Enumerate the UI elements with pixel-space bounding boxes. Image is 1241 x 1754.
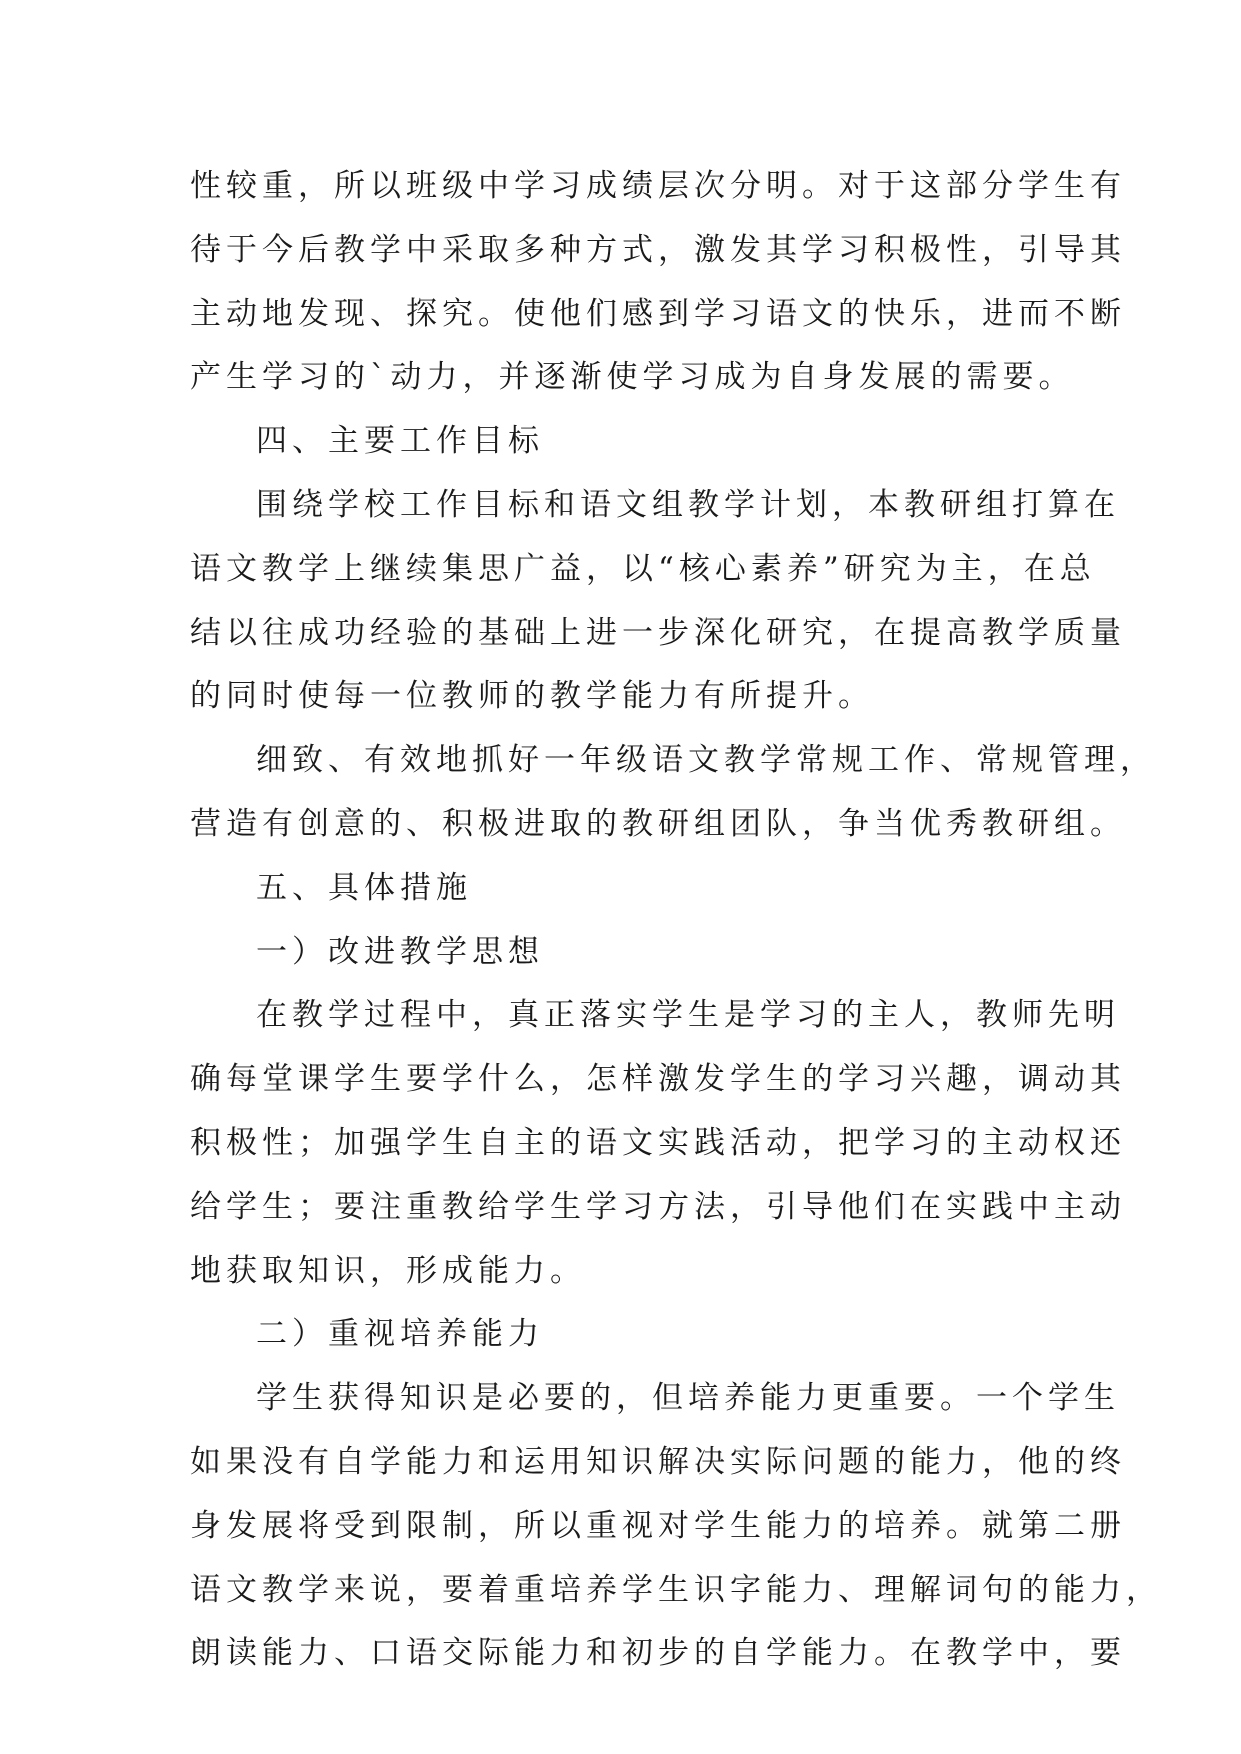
text-line: 语文教学上继续集思广益，以“核心素养”研究为主，在总	[190, 550, 1096, 587]
subsection-heading: 二）重视培养能力	[256, 1316, 544, 1353]
text-line: 朗读能力、口语交际能力和初步的自学能力。在教学中，要	[190, 1635, 1126, 1672]
text-line: 细致、有效地抓好一年级语文教学常规工作、常规管理，	[256, 742, 1156, 779]
text-line: 语文教学来说，要着重培养学生识字能力、理解词句的能力，	[190, 1571, 1162, 1608]
section-heading: 五、具体措施	[256, 869, 472, 906]
text-line: 身发展将受到限制，所以重视对学生能力的培养。就第二册	[190, 1507, 1126, 1544]
text-line: 学生获得知识是必要的，但培养能力更重要。一个学生	[256, 1380, 1120, 1417]
section-heading: 四、主要工作目标	[256, 423, 544, 460]
text-line: 结以往成功经验的基础上进一步深化研究，在提高教学质量	[190, 614, 1126, 651]
document-body	[190, 155, 1162, 1686]
text-line: 营造有创意的、积极进取的教研组团队，争当优秀教研组。	[190, 805, 1126, 842]
text-line: 地获取知识，形成能力。	[190, 1252, 586, 1289]
text-line: 积极性；加强学生自主的语文实践活动，把学习的主动权还	[190, 1124, 1126, 1161]
text-line: 给学生；要注重教给学生学习方法，引导他们在实践中主动	[190, 1188, 1126, 1225]
text-line: 如果没有自学能力和运用知识解决实际问题的能力，他的终	[190, 1443, 1126, 1480]
text-line: 在教学过程中，真正落实学生是学习的主人，教师先明	[256, 997, 1120, 1034]
text-line: 确每堂课学生要学什么，怎样激发学生的学习兴趣，调动其	[190, 1061, 1126, 1098]
subsection-heading: 一）改进教学思想	[256, 933, 544, 970]
text-line: 围绕学校工作目标和语文组教学计划，本教研组打算在	[256, 486, 1120, 523]
text-line: 待于今后教学中采取多种方式，激发其学习积极性，引导其	[190, 231, 1126, 268]
text-line: 主动地发现、探究。使他们感到学习语文的快乐，进而不断	[190, 295, 1126, 332]
text-line: 性较重，所以班级中学习成绩层次分明。对于这部分学生有	[190, 168, 1126, 204]
text-line: 的同时使每一位教师的教学能力有所提升。	[190, 678, 874, 715]
text-line: 产生学习的`动力，并逐渐使学习成为自身发展的需要。	[190, 359, 1075, 396]
